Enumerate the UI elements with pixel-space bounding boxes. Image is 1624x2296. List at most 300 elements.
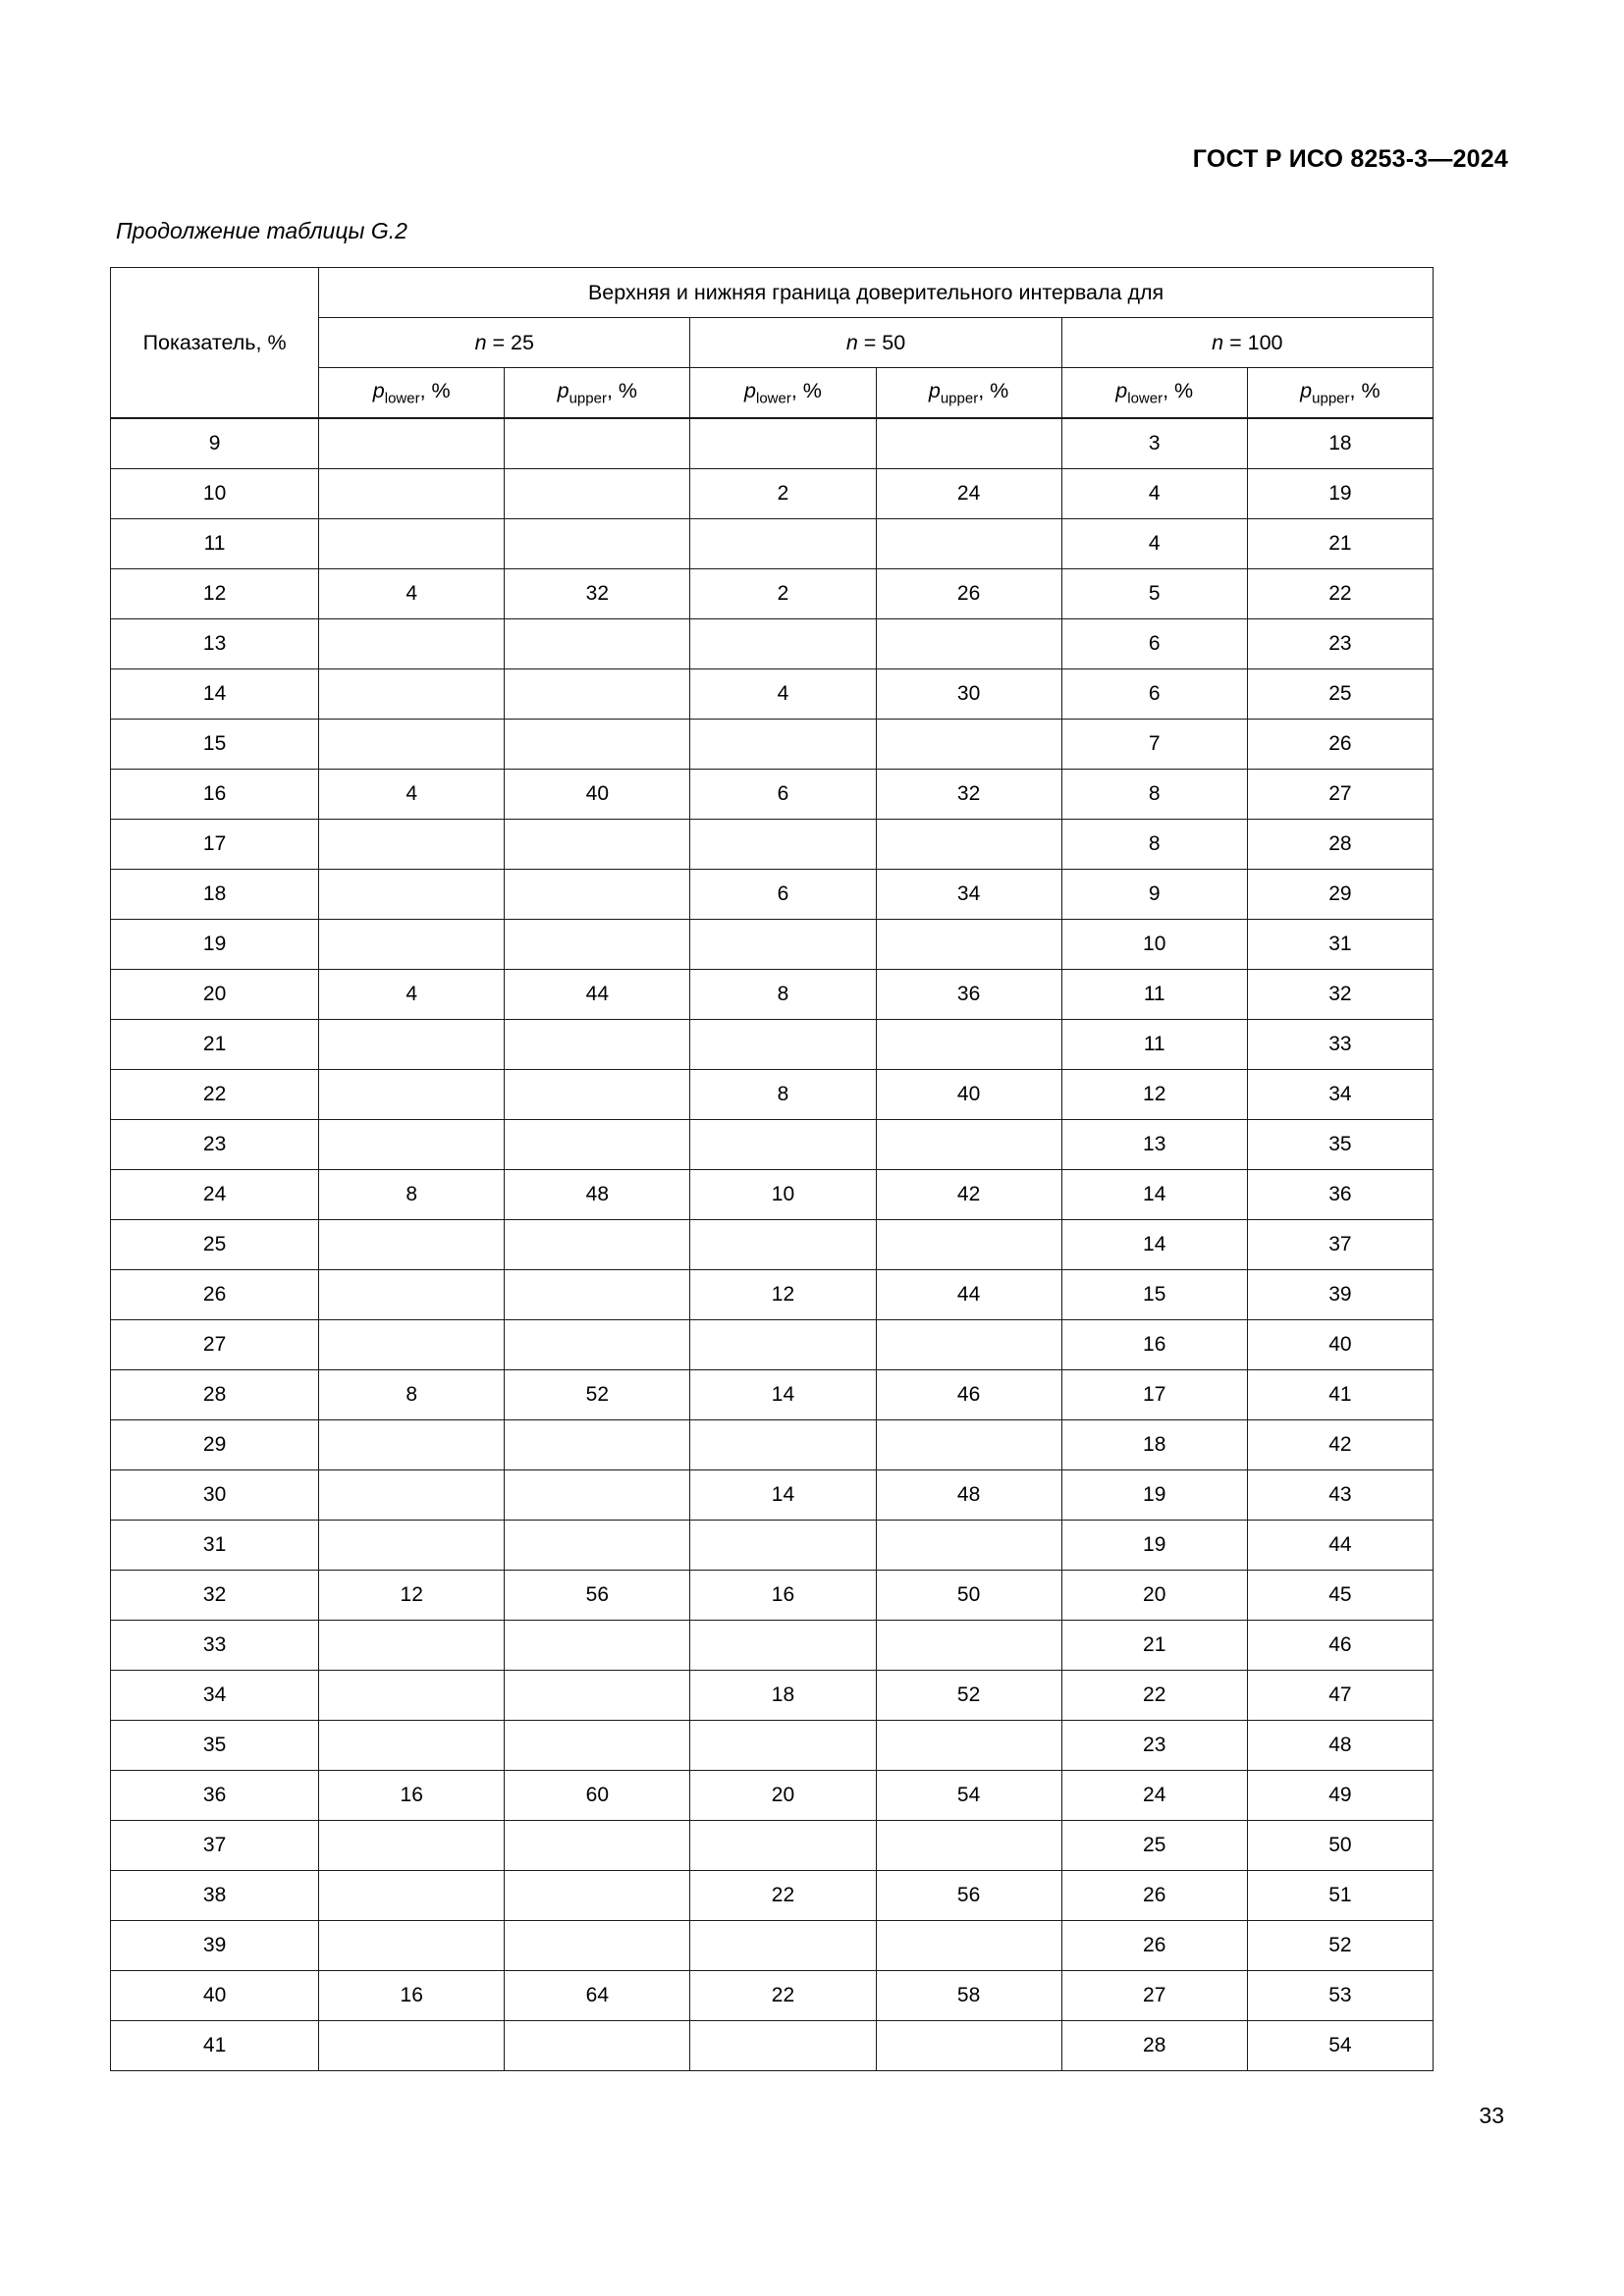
subheader-unit: , %: [1163, 378, 1194, 402]
cell-n25-lower: 16: [319, 1971, 505, 2021]
cell-n25-upper: [505, 1070, 690, 1120]
cell-n50-upper: 30: [876, 669, 1061, 720]
cell-n100-lower: 7: [1061, 720, 1247, 770]
cell-n25-upper: 56: [505, 1571, 690, 1621]
cell-indicator: 32: [111, 1571, 319, 1621]
cell-n25-upper: [505, 2021, 690, 2071]
cell-n25-upper: [505, 418, 690, 469]
cell-n100-lower: 3: [1061, 418, 1247, 469]
table-row: [111, 1571, 1434, 1621]
subheader-n25-upper: [505, 368, 690, 419]
cell-n50-upper: [876, 1420, 1061, 1470]
cell-n25-lower: 12: [319, 1571, 505, 1621]
cell-n25-lower: [319, 920, 505, 970]
cell-n50-upper: 34: [876, 870, 1061, 920]
cell-n25-lower: [319, 720, 505, 770]
cell-n25-upper: [505, 1270, 690, 1320]
cell-n50-upper: 54: [876, 1771, 1061, 1821]
cell-n50-lower: [690, 1821, 876, 1871]
cell-n50-upper: 58: [876, 1971, 1061, 2021]
header-group-n100-prefix: n: [1212, 330, 1224, 354]
subheader-p-symbol: p: [928, 378, 941, 402]
cell-n25-upper: [505, 1621, 690, 1671]
subheader-n50-lower: [690, 368, 876, 419]
cell-n25-lower: [319, 1721, 505, 1771]
table-row: [111, 418, 1434, 469]
cell-indicator: 17: [111, 820, 319, 870]
table-row: [111, 1671, 1434, 1721]
cell-n50-lower: 10: [690, 1170, 876, 1220]
cell-n100-upper: 40: [1247, 1320, 1433, 1370]
subheader-unit: , %: [419, 378, 451, 402]
cell-n50-upper: 40: [876, 1070, 1061, 1120]
cell-n25-lower: 4: [319, 970, 505, 1020]
table-body: [111, 418, 1434, 2071]
cell-n100-upper: 25: [1247, 669, 1433, 720]
table-row: [111, 1521, 1434, 1571]
header-span-title: Верхняя и нижняя граница доверительного интервала для: [319, 268, 1434, 318]
cell-n50-upper: [876, 1320, 1061, 1370]
cell-n100-lower: 5: [1061, 569, 1247, 619]
cell-indicator: 34: [111, 1671, 319, 1721]
cell-n50-upper: [876, 619, 1061, 669]
table-row: [111, 970, 1434, 1020]
cell-n50-lower: [690, 1220, 876, 1270]
cell-n100-lower: 12: [1061, 1070, 1247, 1120]
subheader-p-symbol: p: [1300, 378, 1313, 402]
cell-n25-lower: [319, 1521, 505, 1571]
cell-indicator: 16: [111, 770, 319, 820]
cell-n100-lower: 28: [1061, 2021, 1247, 2071]
cell-n100-upper: 45: [1247, 1571, 1433, 1621]
cell-n100-lower: 27: [1061, 1971, 1247, 2021]
cell-n100-upper: 19: [1247, 469, 1433, 519]
cell-n50-upper: [876, 920, 1061, 970]
cell-n100-lower: 6: [1061, 619, 1247, 669]
cell-n25-lower: [319, 619, 505, 669]
cell-n100-upper: 18: [1247, 418, 1433, 469]
header-group-n25-prefix: n: [474, 330, 487, 354]
subheader-unit: , %: [606, 378, 638, 402]
table-row: [111, 519, 1434, 569]
cell-indicator: 29: [111, 1420, 319, 1470]
cell-n25-upper: [505, 920, 690, 970]
cell-n100-lower: 11: [1061, 1020, 1247, 1070]
cell-n25-lower: [319, 1821, 505, 1871]
cell-n50-lower: [690, 1320, 876, 1370]
cell-n25-lower: 16: [319, 1771, 505, 1821]
subheader-p-symbol: p: [557, 378, 569, 402]
cell-n50-upper: [876, 1821, 1061, 1871]
table-row: [111, 1470, 1434, 1521]
cell-n25-upper: [505, 519, 690, 569]
cell-n25-upper: [505, 1921, 690, 1971]
cell-n100-lower: 9: [1061, 870, 1247, 920]
cell-n100-lower: 23: [1061, 1721, 1247, 1771]
cell-n25-upper: [505, 1721, 690, 1771]
table-row: [111, 669, 1434, 720]
cell-n100-upper: 46: [1247, 1621, 1433, 1671]
cell-n25-upper: 40: [505, 770, 690, 820]
cell-n50-upper: [876, 1921, 1061, 1971]
cell-n50-lower: 16: [690, 1571, 876, 1621]
cell-n50-upper: 24: [876, 469, 1061, 519]
cell-n100-upper: 37: [1247, 1220, 1433, 1270]
cell-n100-upper: 35: [1247, 1120, 1433, 1170]
cell-n50-upper: [876, 1020, 1061, 1070]
page-number: 33: [1479, 2103, 1504, 2128]
cell-n50-upper: 44: [876, 1270, 1061, 1320]
cell-n50-lower: [690, 2021, 876, 2071]
cell-n100-lower: 18: [1061, 1420, 1247, 1470]
cell-n50-upper: [876, 1220, 1061, 1270]
cell-n50-lower: 2: [690, 469, 876, 519]
cell-indicator: 27: [111, 1320, 319, 1370]
cell-indicator: 11: [111, 519, 319, 569]
cell-indicator: 30: [111, 1470, 319, 1521]
cell-n25-lower: [319, 1671, 505, 1721]
cell-indicator: 33: [111, 1621, 319, 1671]
cell-n100-upper: 31: [1247, 920, 1433, 970]
cell-n50-lower: 14: [690, 1370, 876, 1420]
cell-n100-upper: 32: [1247, 970, 1433, 1020]
cell-n100-lower: 16: [1061, 1320, 1247, 1370]
cell-indicator: 41: [111, 2021, 319, 2071]
cell-n50-upper: 56: [876, 1871, 1061, 1921]
cell-n50-lower: [690, 1020, 876, 1070]
cell-indicator: 28: [111, 1370, 319, 1420]
table-row: [111, 1721, 1434, 1771]
table-row: [111, 1220, 1434, 1270]
cell-n25-lower: [319, 1921, 505, 1971]
cell-n50-lower: [690, 1420, 876, 1470]
cell-indicator: 26: [111, 1270, 319, 1320]
cell-n25-upper: [505, 1220, 690, 1270]
subheader-sub: upper: [1312, 390, 1350, 407]
cell-indicator: 20: [111, 970, 319, 1020]
table-row: [111, 1971, 1434, 2021]
standard-header: ГОСТ Р ИСО 8253-3—2024: [1192, 145, 1508, 173]
cell-n50-upper: [876, 1621, 1061, 1671]
cell-n25-lower: [319, 519, 505, 569]
cell-n25-lower: [319, 1220, 505, 1270]
subheader-unit: , %: [1349, 378, 1380, 402]
cell-n100-upper: 49: [1247, 1771, 1433, 1821]
table-row: [111, 1120, 1434, 1170]
cell-n25-lower: 4: [319, 569, 505, 619]
table-row: [111, 619, 1434, 669]
cell-n50-lower: 22: [690, 1871, 876, 1921]
cell-n25-upper: [505, 820, 690, 870]
cell-n100-upper: 23: [1247, 619, 1433, 669]
table-row: [111, 1370, 1434, 1420]
table-row: [111, 1871, 1434, 1921]
cell-indicator: 9: [111, 418, 319, 469]
cell-n50-upper: 42: [876, 1170, 1061, 1220]
cell-n25-upper: [505, 1120, 690, 1170]
cell-n25-upper: [505, 1420, 690, 1470]
cell-n25-lower: [319, 1470, 505, 1521]
cell-n50-lower: [690, 418, 876, 469]
subheader-unit: , %: [978, 378, 1009, 402]
cell-n50-lower: [690, 1921, 876, 1971]
header-group-n50-prefix: n: [845, 330, 858, 354]
table-head: [111, 268, 1434, 419]
cell-n50-lower: [690, 1120, 876, 1170]
cell-n100-lower: 8: [1061, 820, 1247, 870]
cell-n50-upper: [876, 820, 1061, 870]
cell-n100-upper: 26: [1247, 720, 1433, 770]
cell-n25-lower: [319, 2021, 505, 2071]
cell-n25-upper: [505, 669, 690, 720]
header-group-n50-value: = 50: [857, 330, 906, 354]
cell-n50-upper: 46: [876, 1370, 1061, 1420]
cell-indicator: 23: [111, 1120, 319, 1170]
subheader-sub: lower: [1127, 390, 1164, 407]
table-row: [111, 469, 1434, 519]
cell-n100-lower: 4: [1061, 469, 1247, 519]
table-row: [111, 870, 1434, 920]
cell-n100-lower: 20: [1061, 1571, 1247, 1621]
cell-indicator: 25: [111, 1220, 319, 1270]
cell-n25-lower: [319, 1070, 505, 1120]
cell-n100-lower: 14: [1061, 1220, 1247, 1270]
cell-n50-lower: 18: [690, 1671, 876, 1721]
cell-n25-upper: [505, 1871, 690, 1921]
cell-indicator: 19: [111, 920, 319, 970]
table-row: [111, 1070, 1434, 1120]
cell-n100-lower: 21: [1061, 1621, 1247, 1671]
cell-n25-lower: 8: [319, 1370, 505, 1420]
cell-n100-lower: 24: [1061, 1771, 1247, 1821]
header-group-n100-value: = 100: [1223, 330, 1283, 354]
cell-n100-upper: 47: [1247, 1671, 1433, 1721]
cell-n50-upper: [876, 2021, 1061, 2071]
subheader-n25-lower: [319, 368, 505, 419]
cell-indicator: 13: [111, 619, 319, 669]
cell-n25-lower: [319, 1320, 505, 1370]
header-indicator: Показатель, %: [111, 268, 319, 419]
table-row: [111, 1020, 1434, 1070]
cell-n100-upper: 51: [1247, 1871, 1433, 1921]
cell-n50-lower: [690, 1621, 876, 1671]
cell-n50-lower: [690, 720, 876, 770]
cell-n50-upper: [876, 418, 1061, 469]
cell-n50-lower: [690, 1721, 876, 1771]
table-row: [111, 1821, 1434, 1871]
table-caption: Продолжение таблицы G.2: [116, 218, 407, 243]
table-row: [111, 720, 1434, 770]
cell-n100-lower: 26: [1061, 1921, 1247, 1971]
cell-n100-lower: 14: [1061, 1170, 1247, 1220]
cell-n25-lower: [319, 870, 505, 920]
cell-n100-upper: 39: [1247, 1270, 1433, 1320]
cell-n100-upper: 53: [1247, 1971, 1433, 2021]
cell-n25-lower: 8: [319, 1170, 505, 1220]
cell-n25-lower: [319, 1120, 505, 1170]
cell-n50-lower: 14: [690, 1470, 876, 1521]
subheader-sub: lower: [384, 390, 420, 407]
cell-n100-upper: 54: [1247, 2021, 1433, 2071]
subheader-sub: lower: [755, 390, 791, 407]
cell-indicator: 12: [111, 569, 319, 619]
cell-n25-lower: [319, 1270, 505, 1320]
cell-n50-lower: 8: [690, 1070, 876, 1120]
cell-n25-upper: [505, 1671, 690, 1721]
cell-n25-lower: [319, 418, 505, 469]
cell-indicator: 21: [111, 1020, 319, 1070]
cell-n100-upper: 22: [1247, 569, 1433, 619]
cell-n100-upper: 52: [1247, 1921, 1433, 1971]
cell-n100-upper: 36: [1247, 1170, 1433, 1220]
cell-n25-lower: [319, 469, 505, 519]
cell-n25-upper: [505, 469, 690, 519]
cell-indicator: 39: [111, 1921, 319, 1971]
cell-n100-lower: 11: [1061, 970, 1247, 1020]
cell-indicator: 18: [111, 870, 319, 920]
header-group-n25: [319, 318, 690, 368]
cell-indicator: 36: [111, 1771, 319, 1821]
table-row: [111, 2021, 1434, 2071]
cell-n100-lower: 19: [1061, 1521, 1247, 1571]
cell-n50-lower: [690, 1521, 876, 1571]
table-row: [111, 770, 1434, 820]
cell-n50-lower: [690, 820, 876, 870]
cell-n25-lower: [319, 1871, 505, 1921]
cell-n50-upper: 26: [876, 569, 1061, 619]
cell-n50-lower: [690, 619, 876, 669]
cell-n25-lower: [319, 820, 505, 870]
table-row: [111, 820, 1434, 870]
subheader-n100-lower: [1061, 368, 1247, 419]
cell-n25-upper: 44: [505, 970, 690, 1020]
cell-indicator: 14: [111, 669, 319, 720]
cell-n25-upper: [505, 870, 690, 920]
cell-indicator: 31: [111, 1521, 319, 1571]
cell-n25-upper: 48: [505, 1170, 690, 1220]
cell-indicator: 37: [111, 1821, 319, 1871]
subheader-unit: , %: [790, 378, 822, 402]
cell-n25-lower: [319, 669, 505, 720]
cell-n50-upper: [876, 1521, 1061, 1571]
table-row: [111, 1420, 1434, 1470]
cell-n100-lower: 17: [1061, 1370, 1247, 1420]
cell-n50-lower: 6: [690, 870, 876, 920]
cell-indicator: 38: [111, 1871, 319, 1921]
cell-n100-lower: 13: [1061, 1120, 1247, 1170]
cell-n50-upper: 32: [876, 770, 1061, 820]
cell-indicator: 40: [111, 1971, 319, 2021]
cell-n50-lower: [690, 920, 876, 970]
header-row-title: [111, 268, 1434, 318]
cell-n50-lower: 4: [690, 669, 876, 720]
cell-n100-lower: 19: [1061, 1470, 1247, 1521]
cell-n100-lower: 6: [1061, 669, 1247, 720]
cell-n100-upper: 48: [1247, 1721, 1433, 1771]
cell-n50-lower: 6: [690, 770, 876, 820]
cell-n25-upper: 52: [505, 1370, 690, 1420]
cell-n50-lower: 2: [690, 569, 876, 619]
cell-n25-upper: 64: [505, 1971, 690, 2021]
subheader-sub: upper: [568, 390, 607, 407]
subheader-p-symbol: p: [1115, 378, 1128, 402]
table-row: [111, 1771, 1434, 1821]
cell-n100-upper: 33: [1247, 1020, 1433, 1070]
cell-n100-upper: 28: [1247, 820, 1433, 870]
cell-n100-lower: 25: [1061, 1821, 1247, 1871]
cell-n100-upper: 50: [1247, 1821, 1433, 1871]
cell-n100-upper: 21: [1247, 519, 1433, 569]
table-row: [111, 1320, 1434, 1370]
cell-n50-upper: [876, 519, 1061, 569]
cell-n25-lower: [319, 1020, 505, 1070]
table-container: [110, 267, 1434, 2071]
subheader-p-symbol: p: [372, 378, 385, 402]
cell-indicator: 24: [111, 1170, 319, 1220]
cell-n50-upper: [876, 1721, 1061, 1771]
cell-n50-lower: 12: [690, 1270, 876, 1320]
table-row: [111, 1170, 1434, 1220]
cell-n50-upper: 48: [876, 1470, 1061, 1521]
cell-n25-upper: [505, 720, 690, 770]
cell-n100-upper: 34: [1247, 1070, 1433, 1120]
cell-n50-lower: 8: [690, 970, 876, 1020]
table-row: [111, 1921, 1434, 1971]
cell-indicator: 22: [111, 1070, 319, 1120]
cell-n25-lower: [319, 1621, 505, 1671]
header-group-n50: [690, 318, 1061, 368]
confidence-interval-table: [110, 267, 1434, 2071]
table-row: [111, 920, 1434, 970]
header-group-n25-value: = 25: [486, 330, 534, 354]
cell-n50-lower: 22: [690, 1971, 876, 2021]
cell-n25-lower: 4: [319, 770, 505, 820]
cell-n50-upper: 50: [876, 1571, 1061, 1621]
cell-indicator: 10: [111, 469, 319, 519]
cell-n100-lower: 15: [1061, 1270, 1247, 1320]
cell-n100-lower: 4: [1061, 519, 1247, 569]
header-group-n100: [1061, 318, 1433, 368]
cell-indicator: 15: [111, 720, 319, 770]
subheader-n100-upper: [1247, 368, 1433, 419]
cell-n25-upper: [505, 619, 690, 669]
table-row: [111, 1621, 1434, 1671]
cell-n50-lower: [690, 519, 876, 569]
cell-n100-upper: 42: [1247, 1420, 1433, 1470]
cell-n100-upper: 29: [1247, 870, 1433, 920]
cell-n50-upper: 52: [876, 1671, 1061, 1721]
cell-n100-upper: 27: [1247, 770, 1433, 820]
cell-n100-lower: 26: [1061, 1871, 1247, 1921]
cell-n25-upper: [505, 1320, 690, 1370]
cell-indicator: 35: [111, 1721, 319, 1771]
subheader-p-symbol: p: [744, 378, 756, 402]
table-row: [111, 569, 1434, 619]
cell-n25-upper: [505, 1821, 690, 1871]
cell-n25-lower: [319, 1420, 505, 1470]
cell-n25-upper: 32: [505, 569, 690, 619]
cell-n100-upper: 41: [1247, 1370, 1433, 1420]
cell-n25-upper: [505, 1470, 690, 1521]
cell-n100-lower: 10: [1061, 920, 1247, 970]
cell-n25-upper: [505, 1521, 690, 1571]
cell-n50-upper: [876, 1120, 1061, 1170]
cell-n25-upper: [505, 1020, 690, 1070]
cell-n50-lower: 20: [690, 1771, 876, 1821]
cell-n50-upper: [876, 720, 1061, 770]
cell-n100-upper: 44: [1247, 1521, 1433, 1571]
cell-n25-upper: 60: [505, 1771, 690, 1821]
